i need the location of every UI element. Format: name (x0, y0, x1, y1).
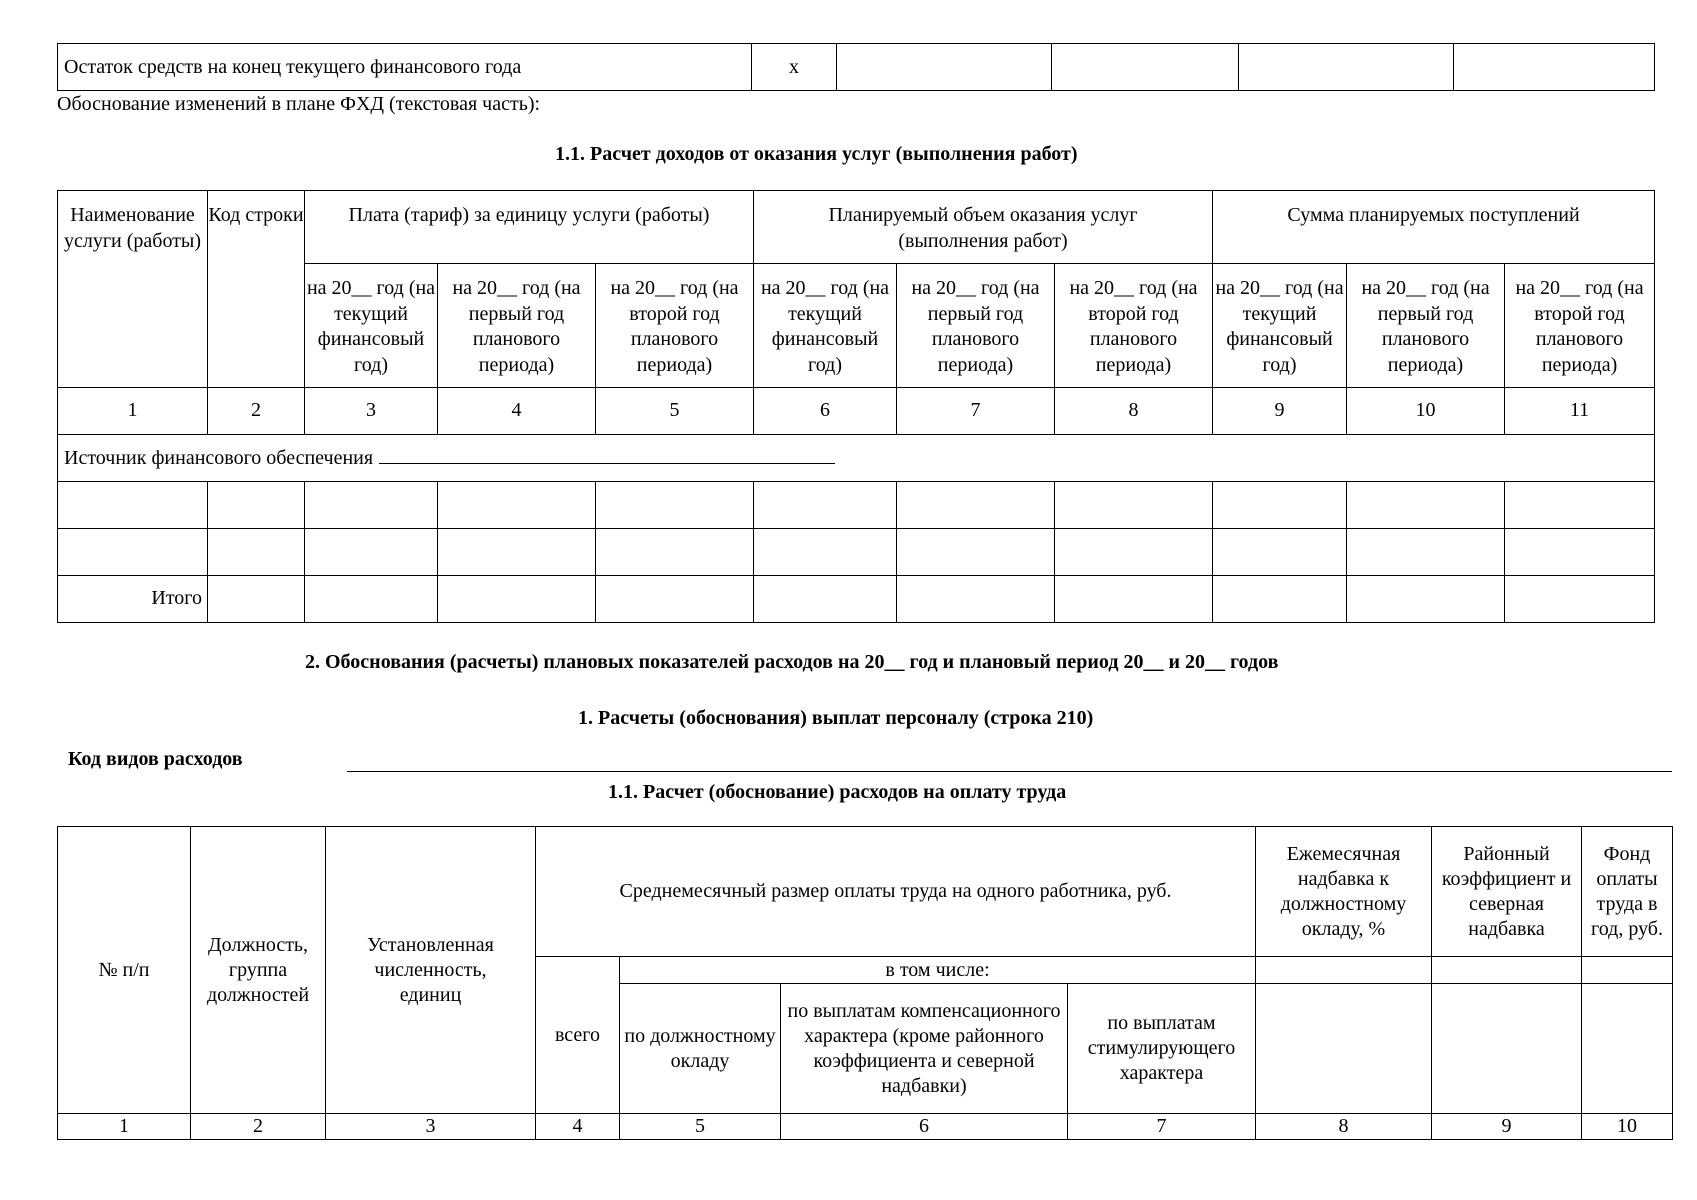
income-col-number: 6 (754, 388, 897, 435)
funding-source-row (58, 435, 1655, 482)
balance-cell (1239, 44, 1454, 91)
balance-cell (837, 44, 1052, 91)
income-col-number: 3 (305, 388, 438, 435)
labor-col-number: 10 (1582, 1114, 1673, 1140)
funding-source-blank (379, 445, 835, 464)
income-col-number: 10 (1347, 388, 1505, 435)
labor-col-salary-header: по должностному окладу (620, 984, 781, 1114)
income-col-number: 2 (208, 388, 305, 435)
balance-cell (1052, 44, 1239, 91)
income-col-number: 7 (897, 388, 1055, 435)
labor-col-headcount-header: Установленная численность, единиц (326, 827, 536, 1114)
income-year-current-header: на 20__ год (на текущий финансовый год) (305, 264, 438, 388)
labor-col-number: 7 (1068, 1114, 1256, 1140)
income-group-sum-header: Сумма планируемых поступлений (1213, 191, 1655, 264)
income-year-first-header: на 20__ год (на первый год планового периода) (438, 264, 596, 388)
income-col-number: 5 (596, 388, 754, 435)
expense-code-line (347, 771, 1672, 772)
table-row (58, 529, 1655, 576)
labor-col-compensation-header: по выплатам компенсационного характера (кроме районного коэффициента и северной надбавки) (781, 984, 1068, 1114)
income-year-first-header: на 20__ год (на первый год планового периода) (1347, 264, 1505, 388)
income-year-second-header: на 20__ год (на второй год планового периода) (1505, 264, 1655, 388)
income-col-number: 8 (1055, 388, 1213, 435)
labor-table (57, 826, 1673, 1140)
income-col-number: 9 (1213, 388, 1347, 435)
labor-col-total-header: всего (536, 957, 620, 1114)
total-row (58, 576, 1655, 623)
labor-col-monthly-bonus-header: Ежемесячная надбавка к должностному окладу, % (1256, 827, 1432, 957)
income-col-number: 4 (438, 388, 596, 435)
income-year-first-header: на 20__ год (на первый год планового периода) (897, 264, 1055, 388)
income-year-second-header: на 20__ год (на второй год планового периода) (596, 264, 754, 388)
labor-col-number: 4 (536, 1114, 620, 1140)
balance-mark: x (752, 44, 837, 91)
income-col-number: 11 (1505, 388, 1655, 435)
section-1-1-title: 1.1. Расчет доходов от оказания услуг (выполнения работ) (555, 143, 1078, 165)
labor-col-number: 8 (1256, 1114, 1432, 1140)
subsection-1-1-title: 1.1. Расчет (обоснование) расходов на оплату труда (608, 781, 1067, 803)
table-row (58, 482, 1655, 529)
labor-col-position-header: Должность, группа должностей (191, 827, 326, 1114)
labor-col-number: 6 (781, 1114, 1068, 1140)
labor-col-number: 3 (326, 1114, 536, 1140)
income-year-current-header: на 20__ год (на текущий финансовый год) (1213, 264, 1347, 388)
labor-including-header: в том числе: (620, 957, 1256, 984)
income-col-code-header: Код строки (208, 191, 305, 388)
income-year-second-header: на 20__ год (на второй год планового периода) (1055, 264, 1213, 388)
income-group-tariff-header: Плата (тариф) за единицу услуги (работы) (305, 191, 754, 264)
labor-col-number: 2 (191, 1114, 326, 1140)
balance-cell (1454, 44, 1655, 91)
labor-col-number: 5 (620, 1114, 781, 1140)
income-group-volume-header: Планируемый объем оказания услуг (выполнения работ) (754, 191, 1213, 264)
labor-col-fund-header: Фонд оплаты труда в год, руб. (1582, 827, 1673, 957)
balance-label: Остаток средств на конец текущего финансового года (58, 44, 752, 91)
labor-col-num-header: № п/п (58, 827, 191, 1114)
income-col-number: 1 (58, 388, 208, 435)
labor-col-regional-header: Районный коэффициент и северная надбавка (1432, 827, 1582, 957)
section-2-subtitle: 1. Расчеты (обоснования) выплат персоналу (строка 210) (578, 707, 1094, 729)
income-table (57, 190, 1655, 623)
justification-label: Обоснование изменений в плане ФХД (текстовая часть): (57, 93, 541, 115)
labor-group-avg-header: Среднемесячный размер оплаты труда на одного работника, руб. (536, 827, 1256, 957)
income-year-current-header: на 20__ год (на текущий финансовый год) (754, 264, 897, 388)
income-col-name-header: Наименование услуги (работы) (58, 191, 208, 388)
expense-code-label: Код видов расходов (68, 748, 243, 770)
funding-source-label: Источник финансового обеспечения (64, 446, 374, 469)
total-label: Итого (58, 576, 208, 623)
section-2-title: 2. Обоснования (расчеты) плановых показателей расходов на 20__ год и плановый период 20__ и 20__ годов (305, 651, 1279, 673)
labor-col-number: 1 (58, 1114, 191, 1140)
labor-col-number: 9 (1432, 1114, 1582, 1140)
labor-col-incentive-header: по выплатам стимулирующего характера (1068, 984, 1256, 1114)
balance-table (57, 43, 1655, 91)
